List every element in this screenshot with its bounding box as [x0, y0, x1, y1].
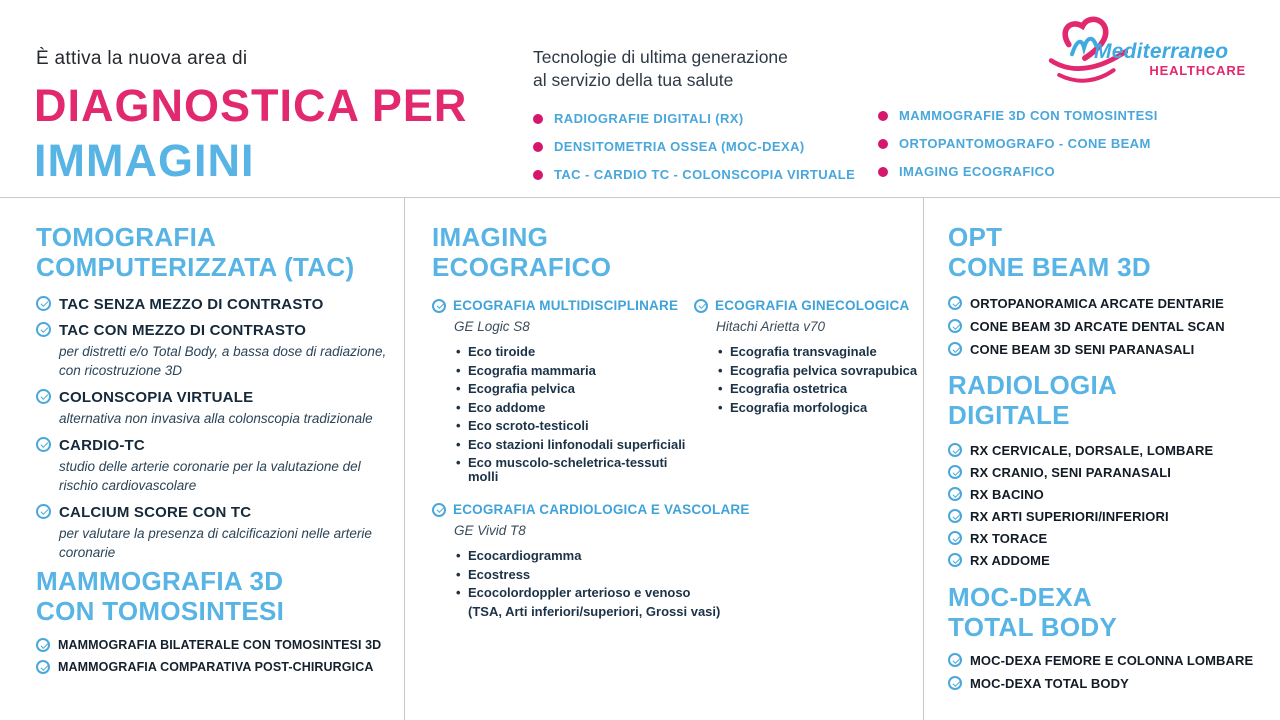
section-opt-cone-beam: [948, 222, 1260, 691]
item-title: MOC-DEXA FEMORE E COLONNA LOMBARE: [970, 653, 1254, 668]
check-icon: [36, 322, 51, 337]
check-icon: [36, 437, 51, 452]
group-ecografia-multidisciplinare: [432, 298, 694, 489]
section-heading-line1: OPT: [948, 222, 1003, 252]
bullet-item-continuation: (TSA, Arti inferiori/superiori, Grossi vasi): [468, 603, 721, 619]
check-icon: [948, 509, 962, 523]
kicker-text: È attiva la nuova area di: [36, 48, 248, 69]
check-icon: [948, 531, 962, 545]
check-icon: [948, 653, 962, 667]
list-item: [948, 342, 1260, 357]
section-moc-dexa: [948, 582, 1260, 699]
section-mammografia: [36, 566, 394, 682]
group-title: ECOGRAFIA CARDIOLOGICA E VASCOLARE: [453, 502, 750, 517]
item-title: MOC-DEXA TOTAL BODY: [970, 676, 1129, 691]
section-heading-line2: COMPUTERIZZATA (TAC): [36, 252, 355, 282]
check-icon: [694, 299, 708, 313]
item-title: CONE BEAM 3D SENI PARANASALI: [970, 342, 1195, 357]
group-ecografia-cardiologica: [432, 502, 852, 623]
list-item: [36, 504, 394, 562]
bullet-item: • Ecografia morfologica: [718, 401, 922, 415]
item-title: RX CERVICALE, DORSALE, LOMBARE: [970, 443, 1214, 458]
tagline: [533, 46, 788, 92]
brand-name: Mediterraneo: [1094, 40, 1229, 63]
item-description: per distretti e/o Total Body, a bassa dose di radiazione, con ricostruzione 3D: [59, 344, 387, 378]
bullet-dot-icon: [878, 111, 888, 121]
tech-item-label: RADIOGRAFIE DIGITALI (RX): [554, 111, 744, 126]
section-heading-line2: DIGITALE: [948, 400, 1070, 430]
check-icon: [948, 319, 962, 333]
check-icon: [36, 638, 50, 652]
bullet-dot-icon: [533, 142, 543, 152]
check-icon: [948, 487, 962, 501]
tech-item: [533, 112, 855, 125]
bullet-dot-icon: [533, 170, 543, 180]
list-item: [36, 389, 394, 428]
bullet-item: • Eco muscolo-scheletrica-tessuti molli: [456, 456, 694, 484]
bullet-item: • Eco scroto-testicoli: [456, 419, 694, 433]
check-icon: [36, 296, 51, 311]
list-item: [948, 531, 1260, 546]
tech-item: [878, 137, 1158, 150]
check-icon: [948, 342, 962, 356]
check-icon: [948, 553, 962, 567]
tech-item-label: TAC - CARDIO TC - COLONSCOPIA VIRTUALE: [554, 167, 856, 182]
tagline-line2: al servizio della tua salute: [533, 70, 734, 90]
tech-list-col1: [533, 112, 855, 196]
tech-item: [533, 168, 855, 181]
check-icon: [36, 504, 51, 519]
bullet-list: [718, 345, 922, 415]
item-title: TAC CON MEZZO DI CONTRASTO: [59, 322, 307, 339]
horizontal-divider: [0, 197, 1280, 198]
brand-subtitle: HEALTHCARE: [1149, 63, 1246, 78]
section-heading-line1: MAMMOGRAFIA 3D: [36, 566, 284, 596]
item-title: RX TORACE: [970, 531, 1048, 546]
item-title: MAMMOGRAFIA BILATERALE CON TOMOSINTESI 3D: [58, 638, 382, 652]
list-item: [948, 509, 1260, 524]
list-item: [36, 638, 394, 653]
list-item: [948, 553, 1260, 568]
item-description: alternativa non invasiva alla colonscopia tradizionale: [59, 411, 373, 426]
page-title-line2: IMMAGINI: [34, 135, 255, 186]
section-heading-line1: TOMOGRAFIA: [36, 222, 217, 252]
bullet-item: • Eco addome: [456, 401, 694, 415]
bullet-item: • Ecografia transvaginale: [718, 345, 922, 359]
bullet-item: • Ecostress: [456, 568, 852, 582]
list-item: [36, 660, 394, 675]
bullet-item: • Ecografia ostetrica: [718, 382, 922, 396]
section-tomografia: [36, 222, 394, 674]
machine-name: Hitachi Arietta v70: [716, 319, 826, 334]
check-icon: [432, 503, 446, 517]
item-title: RX BACINO: [970, 487, 1044, 502]
section-heading-line1: IMAGING: [432, 222, 549, 252]
list-item: [36, 296, 394, 313]
group-title: ECOGRAFIA MULTIDISCIPLINARE: [453, 298, 679, 313]
tech-item-label: IMAGING ECOGRAFICO: [899, 164, 1055, 179]
check-icon: [432, 299, 446, 313]
item-title: CARDIO-TC: [59, 437, 145, 454]
section-heading-line2: CONE BEAM 3D: [948, 252, 1151, 282]
bullet-item: • Ecografia mammaria: [456, 364, 694, 378]
check-icon: [36, 389, 51, 404]
machine-name: GE Logic S8: [454, 319, 530, 334]
check-icon: [948, 465, 962, 479]
item-title: CALCIUM SCORE CON TC: [59, 504, 252, 521]
tech-item: [533, 140, 855, 153]
list-item: [948, 653, 1260, 668]
tech-list-col2: [878, 109, 1158, 193]
list-item: [948, 487, 1260, 502]
bullet-item: • Ecocolordoppler arterioso e venoso: [456, 586, 852, 600]
item-description: studio delle arterie coronarie per la valutazione del rischio cardiovascolare: [59, 459, 361, 493]
section-heading-line2: TOTAL BODY: [948, 612, 1118, 642]
tagline-line1: Tecnologie di ultima generazione: [533, 47, 788, 67]
bullet-list: [456, 345, 694, 484]
bullet-dot-icon: [878, 139, 888, 149]
tech-item-label: ORTOPANTOMOGRAFO - CONE BEAM: [899, 136, 1151, 151]
bullet-dot-icon: [878, 167, 888, 177]
item-title: COLONSCOPIA VIRTUALE: [59, 389, 254, 406]
group-title: ECOGRAFIA GINECOLOGICA: [715, 298, 910, 313]
machine-name: GE Vivid T8: [454, 523, 526, 538]
item-title: RX ADDOME: [970, 553, 1050, 568]
page-title-line1: DIAGNOSTICA PER: [34, 80, 468, 131]
list-item: [36, 437, 394, 495]
vertical-divider: [923, 197, 924, 720]
bullet-item: • Ecografia pelvica: [456, 382, 694, 396]
check-icon: [948, 296, 962, 310]
item-title: RX ARTI SUPERIORI/INFERIORI: [970, 509, 1169, 524]
list-item: [36, 322, 394, 380]
item-title: ORTOPANORAMICA ARCATE DENTARIE: [970, 296, 1224, 311]
section-heading-line1: MOC-DEXA: [948, 582, 1092, 612]
bullet-list: [456, 549, 852, 619]
bullet-dot-icon: [533, 114, 543, 124]
item-title: RX CRANIO, SENI PARANASALI: [970, 465, 1171, 480]
group-ecografia-ginecologica: [694, 298, 922, 419]
vertical-divider: [404, 197, 405, 720]
bullet-item: • Ecocardiogramma: [456, 549, 852, 563]
section-heading-line1: RADIOLOGIA: [948, 370, 1118, 400]
item-title: CONE BEAM 3D ARCATE DENTAL SCAN: [970, 319, 1225, 334]
bullet-item: • Eco stazioni linfonodali superficiali: [456, 438, 694, 452]
section-heading-line2: ECOGRAFICO: [432, 252, 612, 282]
list-item: [948, 465, 1260, 480]
check-icon: [948, 676, 962, 690]
item-title: MAMMOGRAFIA COMPARATIVA POST-CHIRURGICA: [58, 660, 374, 674]
list-item: [948, 676, 1260, 691]
list-item: [948, 443, 1260, 458]
tech-item-label: DENSITOMETRIA OSSEA (MOC-DEXA): [554, 139, 805, 154]
check-icon: [948, 443, 962, 457]
section-imaging-ecografico: [432, 222, 922, 619]
tech-item-label: MAMMOGRAFIE 3D CON TOMOSINTESI: [899, 108, 1158, 123]
check-icon: [36, 660, 50, 674]
item-description: per valutare la presenza di calcificazioni nelle arterie coronarie: [59, 526, 372, 560]
item-title: TAC SENZA MEZZO DI CONTRASTO: [59, 296, 324, 313]
tech-item: [878, 165, 1158, 178]
list-item: [948, 296, 1260, 311]
brand-logo: [1048, 14, 1246, 88]
bullet-item: • Ecografia pelvica sovrapubica: [718, 364, 922, 378]
tech-item: [878, 109, 1158, 122]
section-radiologia-digitale: [948, 370, 1260, 575]
list-item: [948, 319, 1260, 334]
bullet-item: • Eco tiroide: [456, 345, 694, 359]
section-heading-line2: CON TOMOSINTESI: [36, 596, 285, 626]
